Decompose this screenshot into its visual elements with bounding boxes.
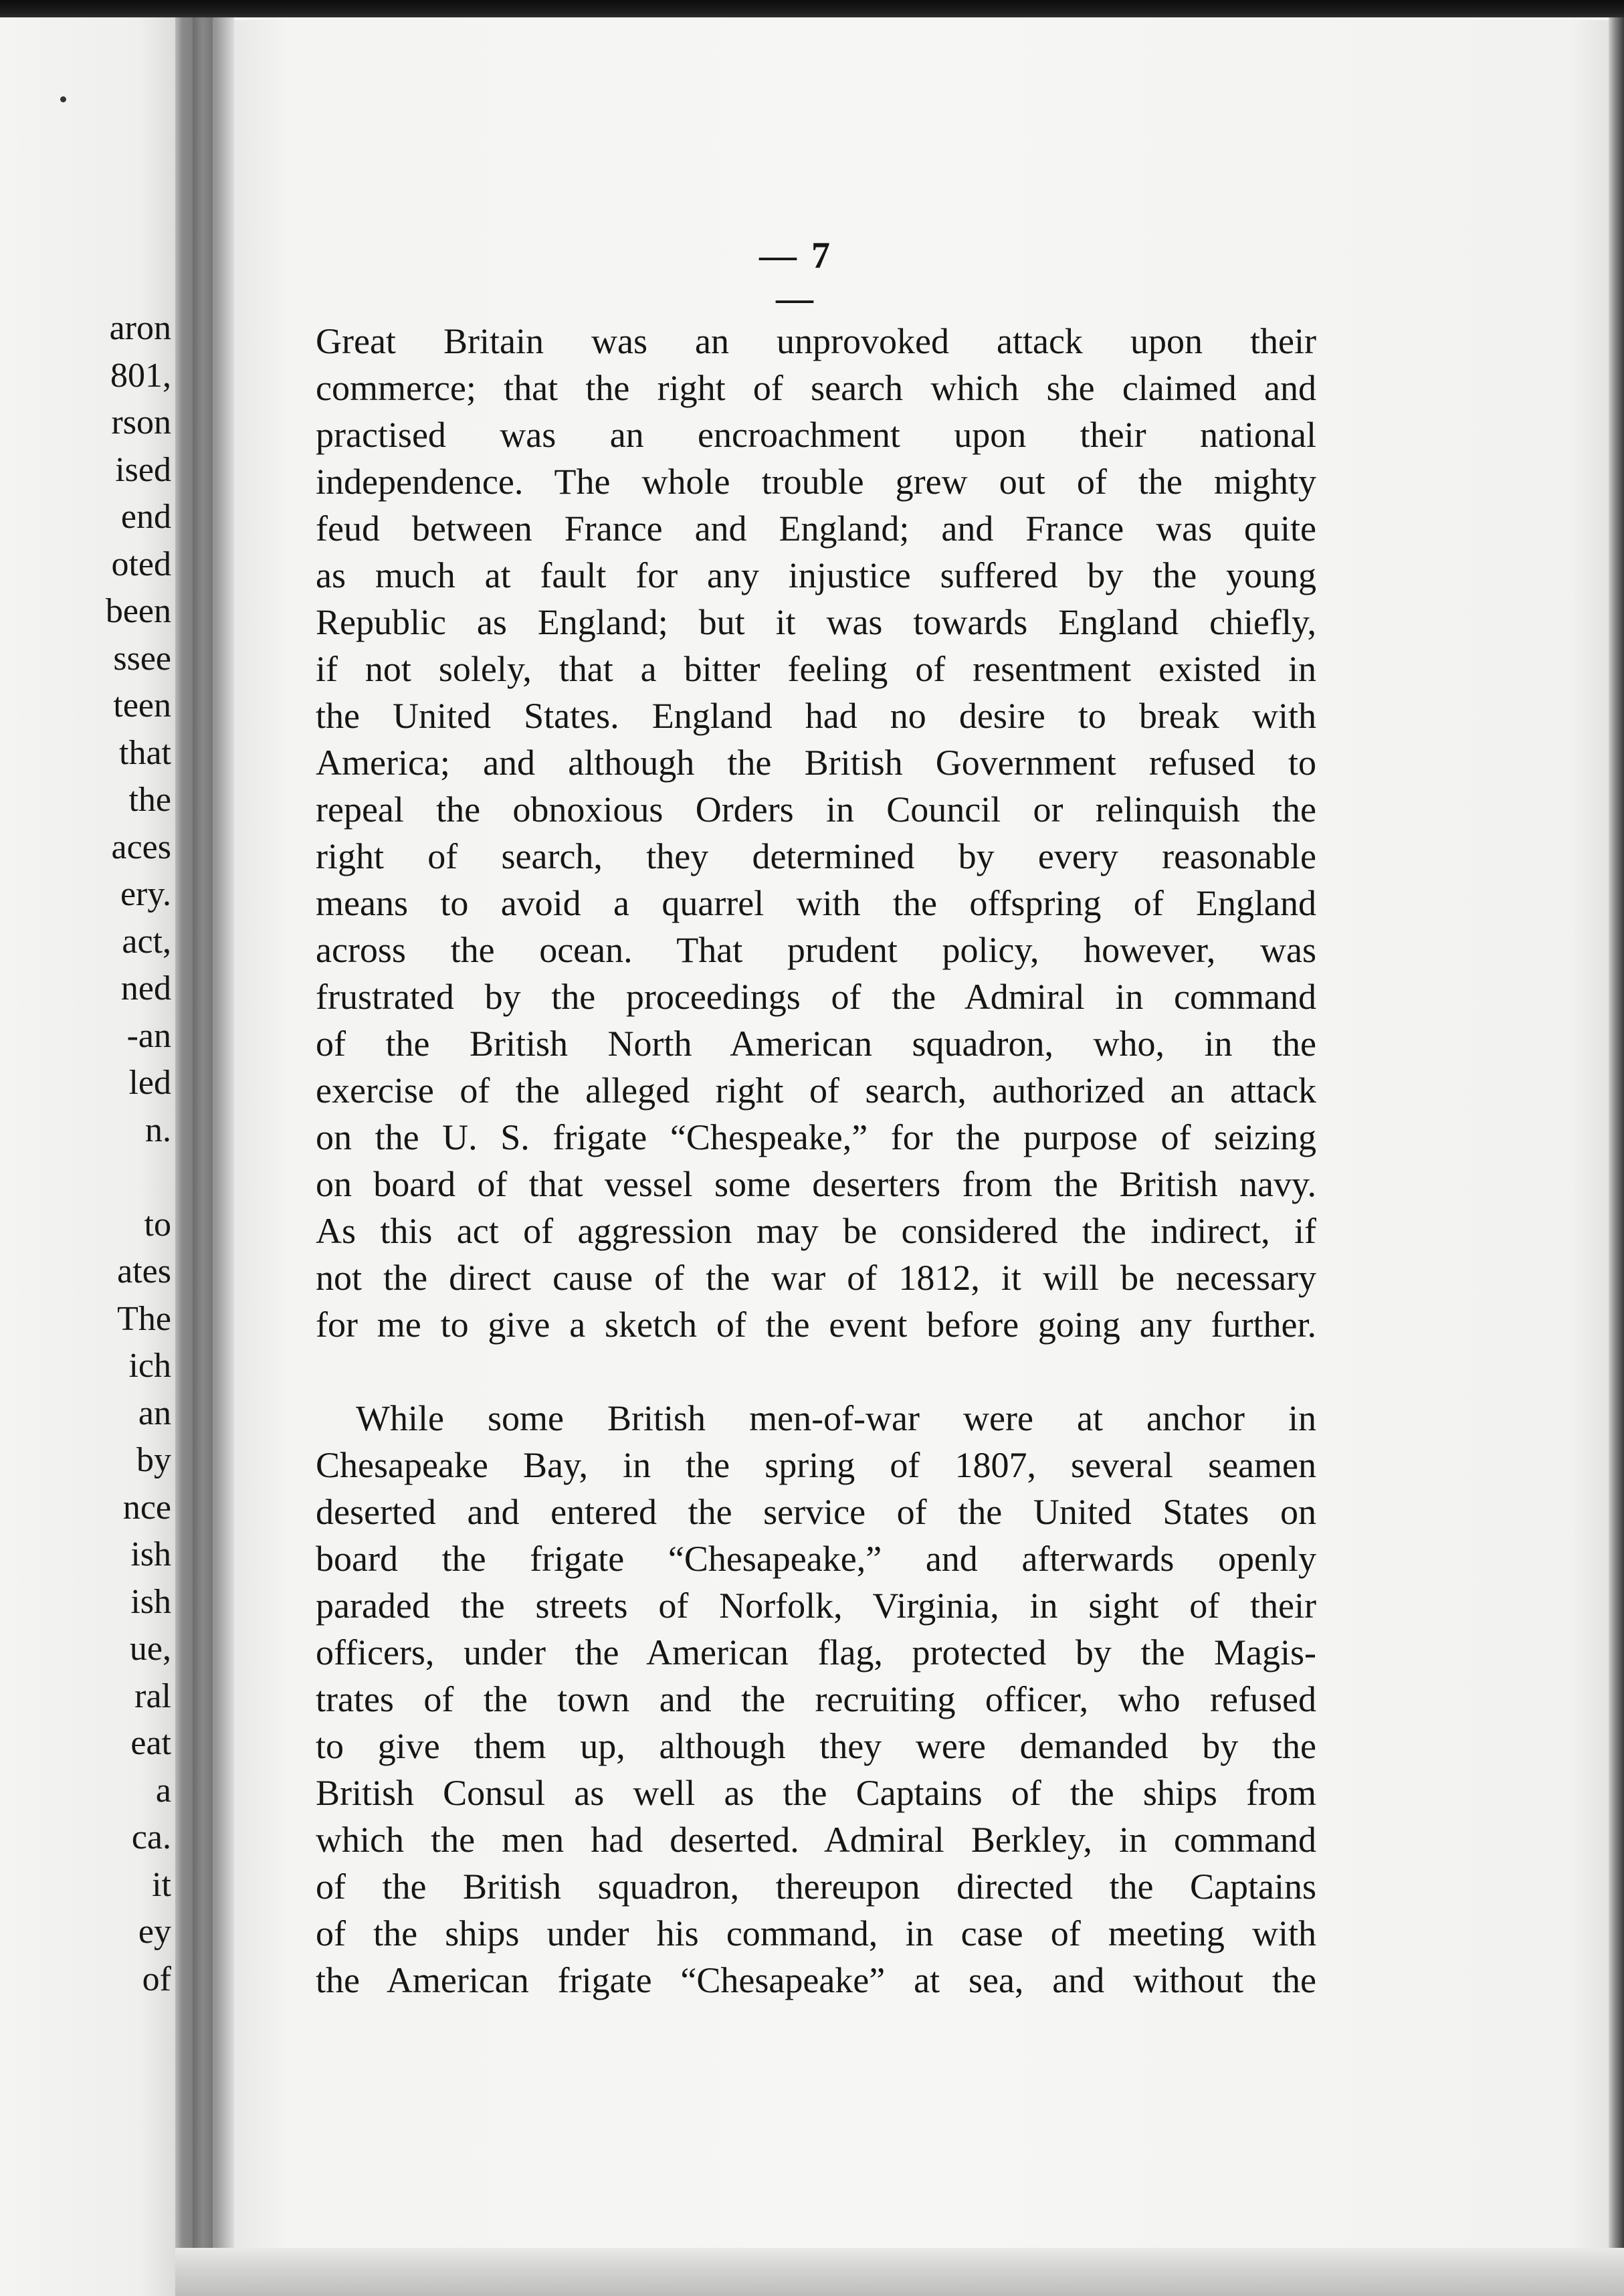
text-line: British Consul as well as the Captains of the ships from xyxy=(316,1773,1316,1813)
left-page-fragment: been xyxy=(105,592,171,630)
scanner-top-edge xyxy=(0,0,1624,17)
left-page-fragment: it xyxy=(152,1865,171,1904)
text-line: exercise of the alleged right of search, authorized an attack xyxy=(316,1070,1316,1111)
text-line: on the U. S. frigate “Chespeake,” for the purpose of seizing xyxy=(316,1117,1316,1157)
left-page-fragment: led xyxy=(128,1064,171,1102)
left-page-fragment: ssee xyxy=(113,639,171,678)
text-line: feud between France and England; and France was quite xyxy=(316,508,1316,549)
page-right-edge xyxy=(1609,17,1624,2296)
text-line: across the ocean. That prudent policy, however, was xyxy=(316,930,1316,970)
text-line: frustrated by the proceedings of the Admiral in command xyxy=(316,977,1316,1017)
text-line: board the frigate “Chesapeake,” and afterwards openly xyxy=(316,1539,1316,1579)
left-page-fragment: nce xyxy=(122,1488,171,1527)
text-line: independence. The whole trouble grew out of the mighty xyxy=(316,462,1316,502)
text-line: for me to give a sketch of the event before going any further. xyxy=(316,1305,1316,1345)
paragraph-1 xyxy=(316,318,1316,1348)
text-line: Great Britain was an unprovoked attack upon their xyxy=(316,321,1316,361)
left-page-fragment: aron xyxy=(109,309,171,347)
text-line: Republic as England; but it was towards England chiefly, xyxy=(316,602,1316,642)
left-page-fragment: an xyxy=(138,1394,171,1432)
left-page-fragment: oted xyxy=(111,545,171,583)
text-line: right of search, they determined by every reasonable xyxy=(316,836,1316,876)
page-number: — 7 — xyxy=(759,235,833,319)
text-line: repeal the obnoxious Orders in Council or relinquish the xyxy=(316,789,1316,830)
left-page-fragment: 801, xyxy=(110,356,171,395)
text-line: paraded the streets of Norfolk, Virginia, in sight of their xyxy=(316,1586,1316,1626)
text-line: as much at fault for any injustice suffered by the young xyxy=(316,555,1316,595)
left-page-fragment: ue, xyxy=(129,1630,171,1668)
left-page-fragment: ned xyxy=(120,969,171,1008)
page-bottom-edge xyxy=(175,2248,1624,2296)
text-line: of the ships under his command, in case of meeting with xyxy=(316,1913,1316,1953)
text-line: commerce; that the right of search which she claimed and xyxy=(316,368,1316,408)
left-page-fragment: ral xyxy=(134,1677,171,1715)
left-facing-page xyxy=(0,17,175,2296)
left-page-fragment: eat xyxy=(130,1724,171,1762)
text-line: of the British North American squadron, who, in the xyxy=(316,1024,1316,1064)
paragraph-2 xyxy=(316,1395,1316,2004)
left-page-fragment: ish xyxy=(130,1535,171,1573)
text-line: of the British squadron, thereupon directed the Captains xyxy=(316,1867,1316,1907)
binding-shadow xyxy=(193,17,213,2296)
text-line: which the men had deserted. Admiral Berkley, in command xyxy=(316,1820,1316,1860)
left-page-fragment: ca. xyxy=(131,1818,171,1856)
left-page-fragment: n. xyxy=(145,1111,171,1149)
text-line: the United States. England had no desire to break with xyxy=(316,696,1316,736)
text-line: means to avoid a quarrel with the offspring of England xyxy=(316,883,1316,923)
left-page-fragment: The xyxy=(117,1299,171,1338)
text-line: on board of that vessel some deserters from the British navy. xyxy=(316,1164,1316,1204)
text-line: to give them up, although they were demanded by the xyxy=(316,1726,1316,1766)
left-page-fragment: rson xyxy=(111,403,171,442)
text-line: officers, under the American flag, protected by the Magis- xyxy=(316,1632,1316,1672)
left-page-fragment: ish xyxy=(130,1582,171,1621)
left-page-fragment: ised xyxy=(115,450,171,489)
left-page-fragment: the xyxy=(128,781,171,819)
text-line: trates of the town and the recruiting officer, who refused xyxy=(316,1679,1316,1719)
left-page-fragment: ates xyxy=(117,1252,171,1290)
text-line: Chesapeake Bay, in the spring of 1807, several seamen xyxy=(316,1445,1316,1485)
left-page-fragment: aces xyxy=(111,828,171,866)
left-page-fragment: to xyxy=(144,1205,171,1244)
text-line: America; and although the British Government refused to xyxy=(316,743,1316,783)
left-page-fragment: teen xyxy=(113,686,171,725)
left-page-fragment: ery. xyxy=(120,875,171,913)
left-page-fragment: that xyxy=(119,733,171,772)
text-line: deserted and entered the service of the United States on xyxy=(316,1492,1316,1532)
text-line: if not solely, that a bitter feeling of resentment existed in xyxy=(316,649,1316,689)
left-page-fragment: -an xyxy=(126,1016,171,1055)
left-page-fragment: act, xyxy=(122,922,171,961)
left-page-fragment: end xyxy=(120,498,171,536)
left-page-fragment: a xyxy=(155,1771,171,1810)
ink-dot xyxy=(60,96,66,102)
text-line: As this act of aggression may be considered the indirect, if xyxy=(316,1211,1316,1251)
text-line: While some British men-of-war were at anchor in xyxy=(356,1398,1316,1438)
text-line: practised was an encroachment upon their national xyxy=(316,415,1316,455)
left-page-fragment: by xyxy=(136,1441,171,1479)
left-page-fragment: ey xyxy=(138,1913,171,1951)
text-line: not the direct cause of the war of 1812, it will be necessary xyxy=(316,1258,1316,1298)
left-page-fragment: ich xyxy=(128,1347,171,1385)
left-page-fragment: of xyxy=(142,1959,171,1998)
text-line: the American frigate “Chesapeake” at sea, and without the xyxy=(316,1960,1316,2000)
